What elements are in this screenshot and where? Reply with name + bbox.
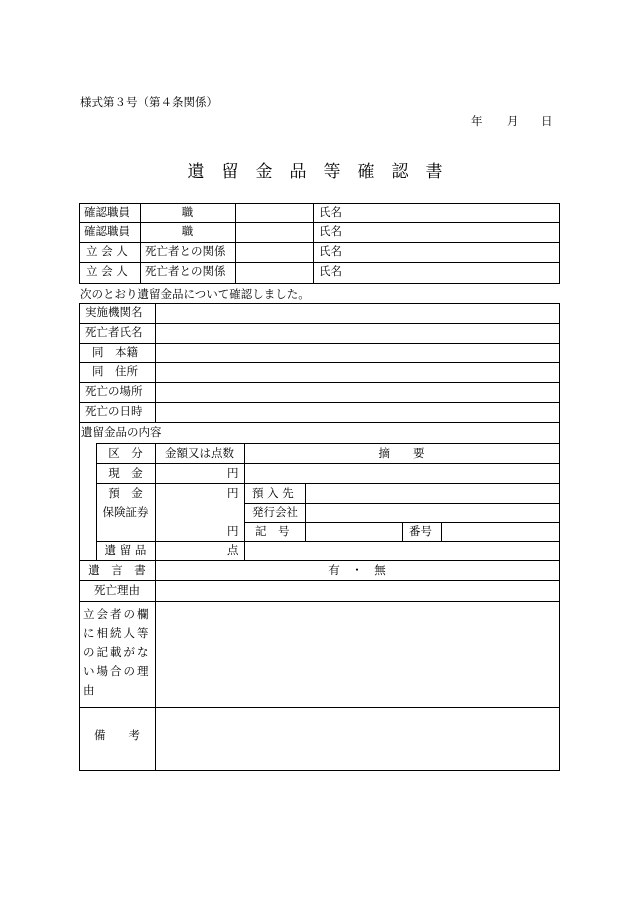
confirm-row-1-position: 職 bbox=[181, 205, 194, 219]
form-number: 様式第３号（第４条関係） bbox=[80, 95, 218, 109]
will-label: 遺 言 書 bbox=[88, 563, 146, 577]
confirm-row-1-label: 確認職員 bbox=[84, 205, 130, 219]
deceased-name-label: 死亡者氏名 bbox=[85, 325, 143, 339]
witness-row-1-relation: 死亡者との関係 bbox=[145, 244, 226, 258]
confirm-row-2-position: 職 bbox=[181, 224, 194, 238]
cash-unit: 円 bbox=[227, 466, 239, 480]
items-label: 遺 留 品 bbox=[104, 543, 147, 557]
issuer-label: 発行会社 bbox=[252, 505, 298, 519]
insurance-label: 保険証券 bbox=[102, 505, 149, 519]
confirm-row-2-label: 確認職員 bbox=[84, 224, 130, 238]
cash-label: 現 金 bbox=[108, 466, 143, 480]
amount-header: 金額又は点数 bbox=[165, 446, 234, 460]
date-of-death-label: 死亡の日時 bbox=[85, 404, 143, 418]
deposit-label: 預 金 bbox=[108, 486, 143, 500]
contents-heading: 遺留金品の内容 bbox=[81, 425, 162, 439]
depositary-label: 預 入 先 bbox=[252, 486, 294, 500]
witness-row-1-label: 立 会 人 bbox=[86, 244, 128, 258]
will-value: 有 ・ 無 bbox=[328, 563, 386, 577]
no-heir-reason-label: 立会者の欄に相続人等の記載がない場合の理由 bbox=[83, 607, 151, 697]
confirm-row-2-name-label: 氏名 bbox=[319, 224, 342, 238]
witness-row-2-label: 立 会 人 bbox=[86, 264, 128, 278]
summary-header: 摘 要 bbox=[378, 446, 425, 460]
place-of-death-label: 死亡の場所 bbox=[85, 384, 143, 398]
date-day-label: 日 bbox=[541, 114, 553, 128]
symbol-label: 記 号 bbox=[255, 524, 290, 538]
cause-of-death-label: 死亡理由 bbox=[94, 583, 140, 597]
address-label: 同 住所 bbox=[92, 364, 138, 378]
category-header: 区 分 bbox=[108, 446, 143, 460]
insurance-unit: 円 bbox=[227, 524, 239, 538]
witness-row-2-relation: 死亡者との関係 bbox=[145, 264, 226, 278]
agency-label: 実施機関名 bbox=[85, 305, 143, 319]
remarks-label: 備 考 bbox=[94, 728, 140, 742]
date-year-label: 年 bbox=[471, 114, 483, 128]
statement-text: 次のとおり遺留金品について確認しました。 bbox=[80, 287, 310, 301]
number-label: 番号 bbox=[409, 524, 432, 538]
witness-row-1-name-label: 氏名 bbox=[319, 244, 342, 258]
domicile-label: 同 本籍 bbox=[92, 345, 138, 359]
date-month-label: 月 bbox=[507, 114, 519, 128]
deposit-unit: 円 bbox=[227, 486, 239, 500]
confirm-row-1-name-label: 氏名 bbox=[319, 205, 342, 219]
witness-row-2-name-label: 氏名 bbox=[319, 264, 342, 278]
document-title: 遺 留 金 品 等 確 認 書 bbox=[187, 162, 443, 182]
items-unit: 点 bbox=[227, 543, 239, 557]
